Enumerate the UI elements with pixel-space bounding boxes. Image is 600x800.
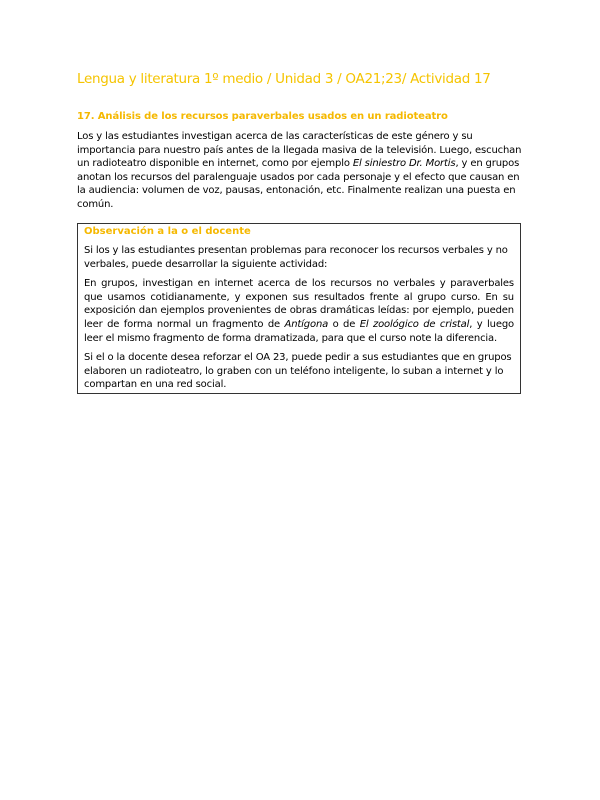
intro-text-1: Los y las estudiantes investigan acerca de las características de este género y su importancia para nuestro país antes de la llegada masiva de la televisión. Luego, escuchan un radioteatro disponible en internet, como por ejemplo: [77, 131, 522, 170]
intro-italic-title: El siniestro Dr. Mortis: [352, 158, 456, 170]
note-p2-italic-2: El zoológico de cristal: [359, 318, 470, 330]
intro-text-2: , y en grupos anotan los recursos del paralenguaje usados por cada personaje y el efecto que causan en la audiencia: volumen de voz, pausas, entonación, etc. Finalmente realizan una puesta en común.: [77, 158, 520, 210]
teacher-note-box: [77, 223, 521, 394]
activity-description: [77, 130, 527, 212]
note-p2-text-3: , y luego leer el mismo fragmento de forma dramatizada, para que el curso note la diferencia.: [84, 318, 514, 344]
note-p2-text-2: o de: [328, 318, 360, 330]
note-paragraph-1: Si los y las estudiantes presentan problemas para reconocer los recursos verbales y no verbales, puede desarrollar la siguiente actividad:: [84, 245, 508, 270]
note-title: Observación a la o el docente: [84, 226, 251, 237]
note-p2-italic-1: Antígona: [284, 318, 329, 330]
note-p2-text-1: En grupos, investigan en internet acerca de los recursos no verbales y paraverbales que usamos cotidianamente, y exponen sus resultados frente al grupo curso. En su exposición dan ejemplos provenientes de obras dramáticas leídas: por ejemplo, pueden leer de forma normal un fragmento de: [84, 278, 514, 330]
activity-title: 17. Análisis de los recursos paraverbales usados en un radioteatro: [77, 111, 448, 122]
note-paragraph-3: Si el o la docente desea reforzar el OA 23, puede pedir a sus estudiantes que en grupos elaboren un radioteatro, lo graben con un teléfono inteligente, lo suban a internet y lo compartan en una red social.: [84, 352, 512, 391]
breadcrumb: Lengua y literatura 1º medio / Unidad 3 / OA21;23/ Actividad 17: [77, 71, 491, 87]
intro-paragraph: [77, 130, 527, 212]
note-paragraph-2: [84, 277, 514, 345]
